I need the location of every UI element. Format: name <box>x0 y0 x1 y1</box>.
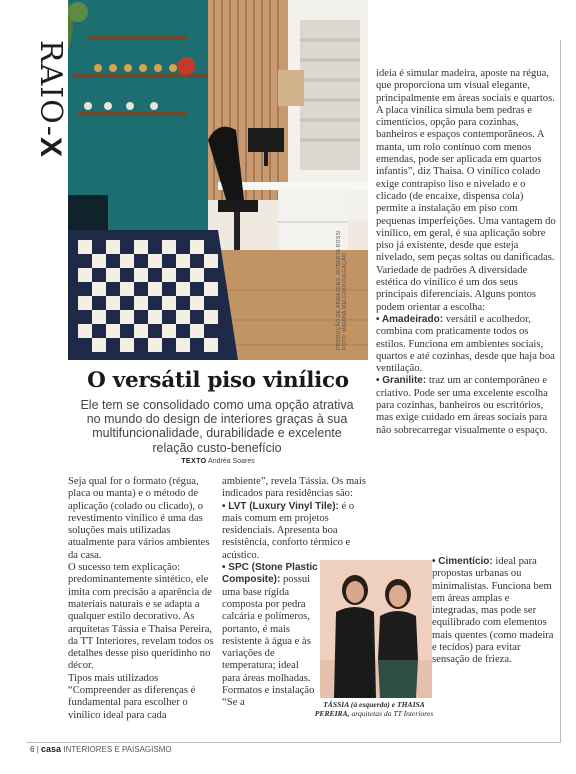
lvt-text: é o mais comum em projetos residenciais. Apresenta boa resistência, conforto térmico e acústico. <box>222 500 355 561</box>
granilite-text: traz um ar contemporâneo e criativo. Pode ser uma excelente escolha para cozinhas, banheiros ou escritórios, mas exige cuidado em áreas sociais para não sobrecarregar visualmente o espaço. <box>376 375 548 436</box>
amadeirado-label: • Amadeirado: <box>376 313 444 325</box>
col3-item-granilite <box>376 375 556 436</box>
cimenticio-label: • Cimentício: <box>432 556 493 567</box>
granilite-label: • Granilite: <box>376 375 427 387</box>
frame-rule-right <box>560 40 561 742</box>
article-byline <box>68 458 368 465</box>
portrait-caption-names: TÁSSIA (à esquerda) e THAISA PEREIRA, <box>314 700 425 718</box>
col1-paragraph-1: Seja qual for o formato (régua, placa ou manta) e o método de aplicação (colado ou clicado), o revestimento vinílico é uma das soluções mais utilizadas atualmente para vários ambientes da casa. <box>68 476 210 561</box>
lvt-label: • LVT (Luxury Vinyl Tile): <box>222 500 339 512</box>
footer-divider: | <box>36 745 39 754</box>
frame-rule-bottom <box>26 742 561 743</box>
col3-paragraph-1: ideia é simular madeira, aposte na régua, que proporciona um visual elegante, principalmente em áreas sociais e quartos. <box>376 68 555 104</box>
bedroom-photo-illustration <box>68 0 368 360</box>
col2-item-lvt <box>222 501 372 562</box>
photo-credit <box>336 230 348 350</box>
section-label-bold: X <box>34 136 67 158</box>
portrait-caption <box>308 701 440 719</box>
col3-paragraph-2: A placa vinílica simula bem pedras e cimentícios, opção para cozinhas, banheiros e espaços contemporâneos. A manta, um rolo contínuo com menos emendas, pode ser aplicada em quartos infantis”, diz Thaisa. O vinílico colado exige contrapiso liso e nivelado e o clicado (de encaixe, dispensa cola) permite a instalação em piso com pequenas imperfeições. Uma vantagem do vinílico, em geral, é sua aplicação sobre piso já existente, desde que esteja nivelado, sem peças soltas ou danificadas. <box>376 104 556 264</box>
architects-portrait-illustration <box>320 560 432 698</box>
article-headline: O versátil piso vinílico <box>87 368 349 393</box>
page-number: 6 <box>30 745 35 754</box>
amadeirado-text: versátil e acolhedor, combina com praticamente todos os estilos. Funciona em ambientes sociais, quartos e até cozinhas, desde que haja boa ventilação. <box>376 313 555 375</box>
section-tag <box>20 40 68 210</box>
footer-brand: casa <box>41 744 62 754</box>
col3-item-cimenticio <box>432 556 556 667</box>
photo-credit-line1: PRODUÇÃO DE ARMAZÉNS: ROBERTA ROSSI <box>336 230 342 350</box>
spc-label: • SPC (Stone Plastic Composite): <box>222 562 318 586</box>
col3-item-amadeirado <box>376 314 556 375</box>
col2-outro: Formatos e instalação “Se a <box>222 685 315 709</box>
bedroom-office-photo <box>68 0 368 360</box>
spc-text: possui uma base rígida composta por pedra calcária e polímeros, portanto, é mais resistente à água e às variações de temperatura; ideal para áreas molhadas. <box>222 574 311 684</box>
page-footer <box>30 744 172 754</box>
article-deck: Ele tem se consolidado como uma opção atrativa no mundo do design de interiores graças à sua multifuncionalidade, durabilidade e excelente relação custo-benefício <box>80 398 354 455</box>
col2-item-spc <box>222 562 318 685</box>
col3-paragraph-3: Variedade de padrões A diversidade estética do vinílico é um dos seus principais diferenciais. Alguns pontos podem orientar a escolha: <box>376 264 537 313</box>
architects-portrait-photo <box>320 560 432 698</box>
article-column-3 <box>376 68 556 437</box>
col1-paragraph-2: O sucesso tem explicação: predominantemente sintético, ele imita com precisão a aparência de materiais naturais e se adapta a qualquer estilo decorativo. As arquitetas Tássia e Thaisa Pereira, da TT Interiores, revelam todos os detalhes desse piso queridinho no décor. <box>68 562 214 672</box>
col2-intro: ambiente”, revela Tássia. Os mais indicados para residências são: <box>222 476 366 500</box>
section-label-light: RAIO- <box>33 40 68 137</box>
article-column-1 <box>68 476 218 722</box>
article-column-3-lower <box>432 556 556 667</box>
footer-section: INTERIORES E PAISAGISMO <box>63 745 172 754</box>
col1-subhead: Tipos mais utilizados <box>68 672 159 684</box>
col1-paragraph-3: “Compreender as diferenças é fundamental para escolher o vinílico ideal para cada <box>68 685 196 721</box>
byline-name: Andréa Soares <box>208 458 255 465</box>
portrait-caption-role: arquitetas da TT Interiores <box>351 708 434 718</box>
section-label <box>33 40 68 158</box>
byline-label: TEXTO <box>181 458 207 465</box>
photo-credit-line2: FOTO: MARINA MELLO/DIVULGAÇÃO <box>342 253 348 350</box>
cimenticio-text: ideal para propostas urbanas ou minimalistas. Funciona bem em áreas amplas e integradas, mas pode ser equilibrado com elementos mais quentes (como madeira e tecidos) para evitar sensação de frieza. <box>432 556 554 666</box>
